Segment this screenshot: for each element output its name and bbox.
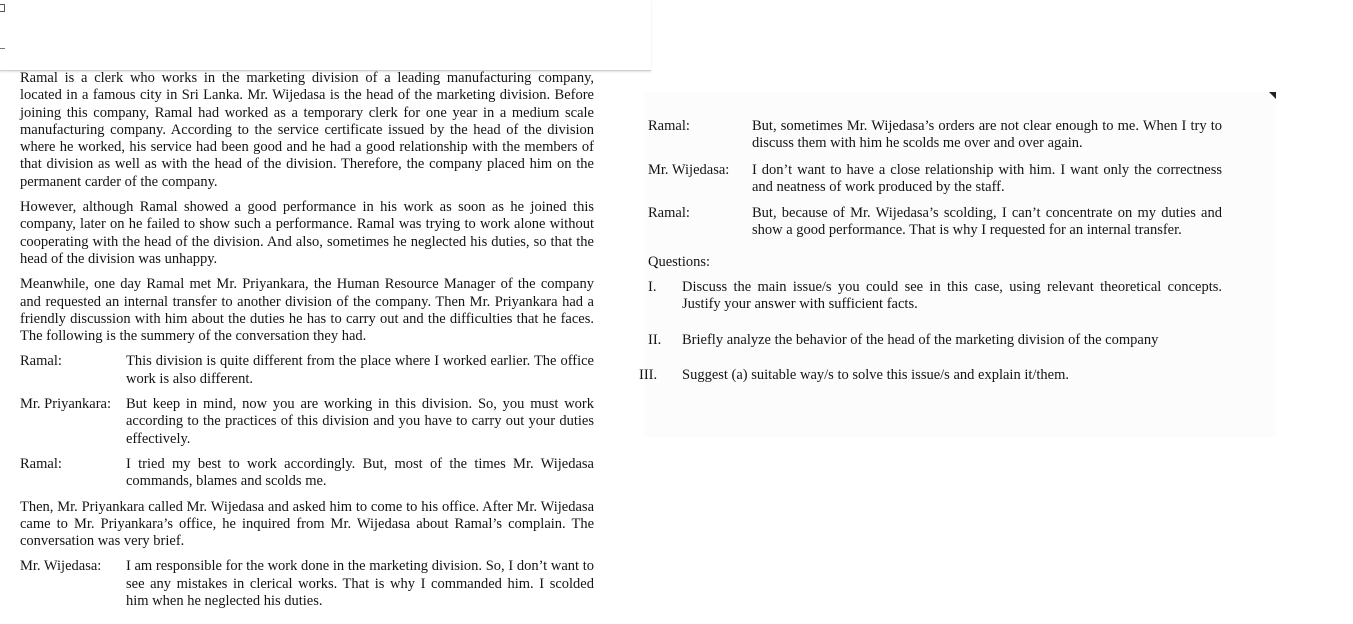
page-corner-mark bbox=[1269, 92, 1276, 99]
question-number: I. bbox=[648, 279, 657, 296]
question-item bbox=[639, 367, 1222, 384]
case-paragraph-4: Then, Mr. Priyankara called Mr. Wijedasa and asked him to come to his office. After Mr. Wijedasa came to Mr. Priyankara’s office, he inquired from Mr. Wijedasa about Ramal’s complain. The conversation was very brief. bbox=[20, 498, 594, 550]
dialogue-text: This division is quite different from the place where I worked earlier. The office work is also different. bbox=[126, 353, 594, 387]
question-item bbox=[648, 332, 1222, 349]
dialogue-text: I tried my best to work accordingly. But, most of the times Mr. Wijedasa commands, blames and scolds me. bbox=[126, 455, 594, 490]
questions-heading: Questions: bbox=[648, 253, 711, 270]
case-paragraph-3: Meanwhile, one day Ramal met Mr. Priyankara, the Human Resource Manager of the company and requested an internal transfer to another division of the company. Then Mr. Priyankara had a friendly discussion with him about the duties he has to carry out and the difficulties that he faces. The following is the summery of the conversation they had. bbox=[20, 276, 594, 345]
question-text: Suggest (a) suitable way/s to solve this issue/s and explain it/them. bbox=[682, 366, 1070, 383]
dialogue-line bbox=[648, 205, 1222, 240]
dialogue-speaker: Mr. Wijedasa: bbox=[20, 558, 102, 575]
dialogue-line bbox=[20, 353, 594, 388]
dialogue-line bbox=[648, 162, 1222, 197]
dialogue-speaker: Ramal: bbox=[648, 118, 690, 134]
question-item bbox=[648, 279, 1222, 314]
dialogue-text: But, because of Mr. Wijedasa’s scolding, I can’t concentrate on my duties and show a good performance. That is why I requested for an internal transfer. bbox=[752, 205, 1222, 239]
question-number: II. bbox=[648, 331, 662, 348]
case-study-right-column bbox=[639, 118, 1222, 402]
dialogue-speaker: Ramal: bbox=[20, 455, 62, 472]
question-text: Discuss the main issue/s you could see in this case, using relevant theoretical concepts. Justify your answer with sufficient facts. bbox=[682, 279, 1222, 313]
page-corner-mark bbox=[0, 4, 5, 12]
dialogue-line bbox=[20, 456, 594, 491]
case-paragraph-1: Ramal is a clerk who works in the marketing division of a leading manufacturing company, located in a famous city in Sri Lanka. Mr. Wijedasa is the head of the marketing division. Before joining this company, Ramal had worked as a temporary clerk for one year in a medium scale manufacturing company. According to the service certificate issued by the head of the division where he worked, his service had been good and he had a good relationship with the members of that division as well as with the head of the division. Therefore, the company placed him on the permanent carder of the company. bbox=[20, 70, 594, 190]
dialogue-speaker: Mr. Priyankara: bbox=[20, 396, 112, 413]
case-paragraph-2: However, although Ramal showed a good performance in his work as soon as he joined this company, later on he failed to show such a performance. Ramal was trying to work alone without cooperating with the head of the division. And also, sometimes he neglected his duties, so that the head of the division was unhappy. bbox=[20, 199, 594, 267]
dialogue-text: I don’t want to have a close relationship with him. I want only the correctness and neatness of work produced by the staff. bbox=[752, 161, 1222, 195]
case-study-left-column bbox=[20, 70, 594, 618]
dialogue-line bbox=[648, 118, 1222, 153]
dialogue-text: But, sometimes Mr. Wijedasa’s orders are not clear enough to me. When I try to discuss them with him he scolds me over and over again. bbox=[752, 118, 1222, 152]
dialogue-text: But keep in mind, now you are working in this division. So, you must work according to the practices of this division and you have to carry out your duties effectively. bbox=[126, 396, 594, 447]
page-margin-mark bbox=[0, 48, 5, 49]
question-number: III. bbox=[639, 366, 658, 383]
dialogue-speaker: Ramal: bbox=[20, 353, 62, 370]
dialogue-text: I am responsible for the work done in the marketing division. So, I don’t want to see any mistakes in clerical works. That is why I commanded him. I scolded him when he neglected his duties. bbox=[126, 558, 594, 610]
dialogue-line bbox=[20, 396, 594, 448]
question-text: Briefly analyze the behavior of the head of the marketing division of the company bbox=[682, 331, 1159, 348]
dialogue-line bbox=[20, 558, 594, 610]
top-page-edge bbox=[0, 0, 651, 71]
dialogue-speaker: Mr. Wijedasa: bbox=[648, 161, 730, 178]
dialogue-speaker: Ramal: bbox=[648, 205, 690, 222]
